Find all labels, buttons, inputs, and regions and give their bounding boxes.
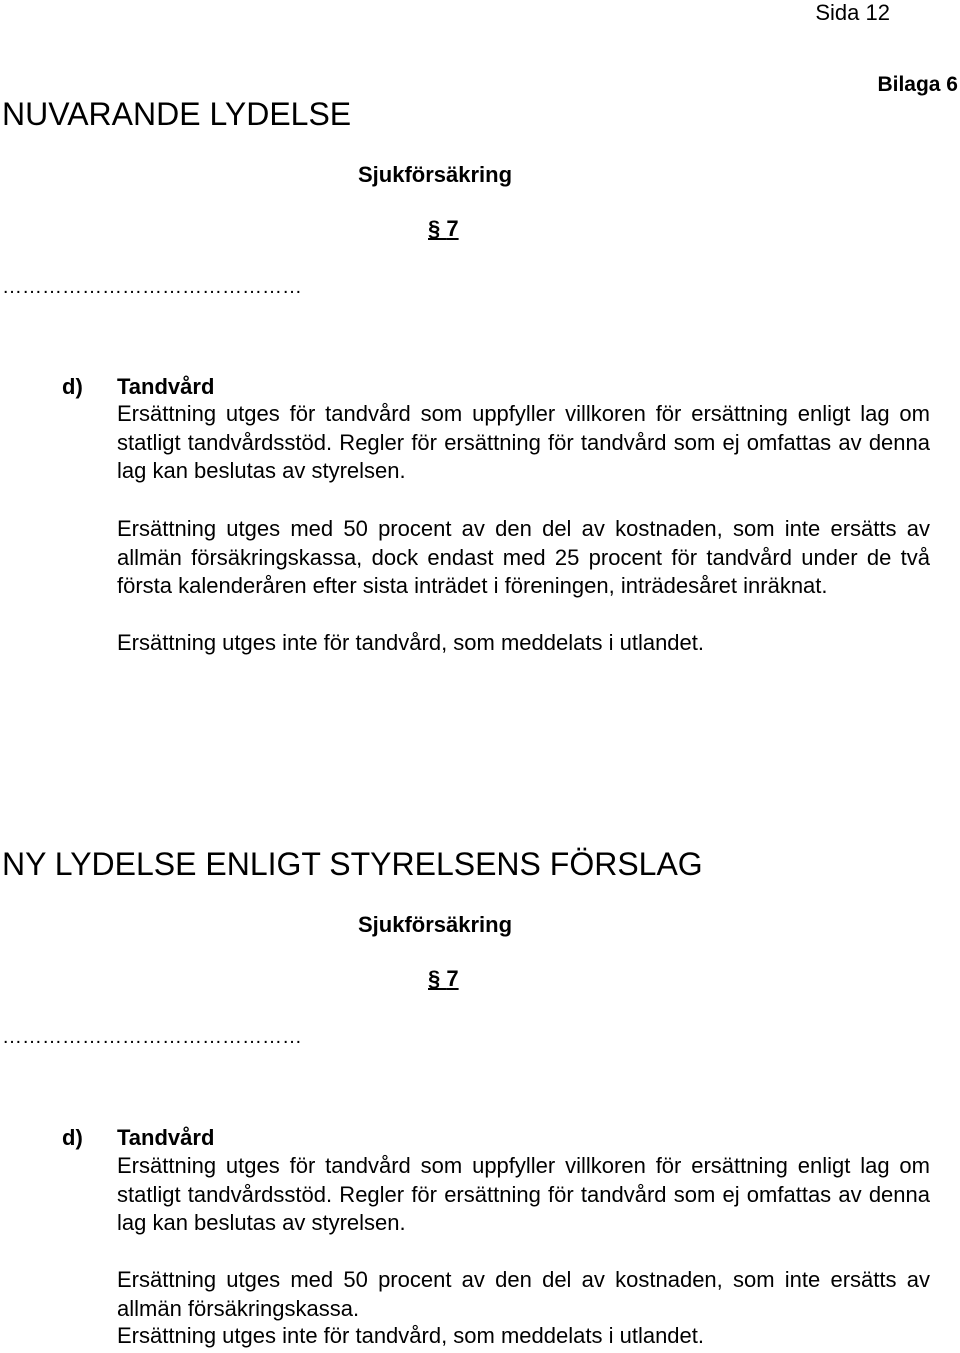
proposed-paragraph-3: Ersättning utges inte för tandvård, som meddelats i utlandet. [117,1323,704,1348]
current-paragraph-1: Ersättning utges för tandvård som uppfyller villkoren för ersättning enligt lag om statligt tandvårdsstöd. Regler för ersättning för tandvård som ej omfattas av denna lag kan beslutas av styrelsen. [117,401,930,483]
current-item-title: Tandvård [117,374,215,399]
proposed-section-number: § 7 [428,966,459,991]
proposed-section-value: 7 [446,966,459,991]
current-heading: NUVARANDE LYDELSE [2,96,352,132]
proposed-subtitle: Sjukförsäkring [358,912,513,937]
page-number: Sida 12 [815,0,890,25]
proposed-ellipsis: ……………………………………… [2,1026,302,1048]
proposed-item-title: Tandvård [117,1125,215,1150]
current-subtitle: Sjukförsäkring [358,162,513,187]
proposed-item-marker: d) [62,1125,83,1150]
current-ellipsis: ……………………………………… [2,276,302,298]
appendix-label: Bilaga 6 [877,73,958,96]
proposed-paragraph-1: Ersättning utges för tandvård som uppfyller villkoren för ersättning enligt lag om statligt tandvårdsstöd. Regler för ersättning för tandvård som ej omfattas av denna lag kan beslutas av styrelsen. [117,1153,930,1235]
current-item-marker: d) [62,374,83,399]
current-paragraph-3: Ersättning utges inte för tandvård, som meddelats i utlandet. [117,630,704,655]
current-section-number: § 7 [428,216,459,241]
proposed-paragraph-2: Ersättning utges med 50 procent av den del av kostnaden, som inte ersätts av allmän försäkringskassa. [117,1267,930,1321]
current-section-value: 7 [446,216,459,241]
current-paragraph-2: Ersättning utges med 50 procent av den del av kostnaden, som inte ersätts av allmän försäkringskassa, dock endast med 25 procent för tandvård under de två första kalenderåren efter sista inträdet i föreningen, inträdesåret inräknat. [117,516,930,598]
proposed-heading: NY LYDELSE ENLIGT STYRELSENS FÖRSLAG [2,846,703,882]
